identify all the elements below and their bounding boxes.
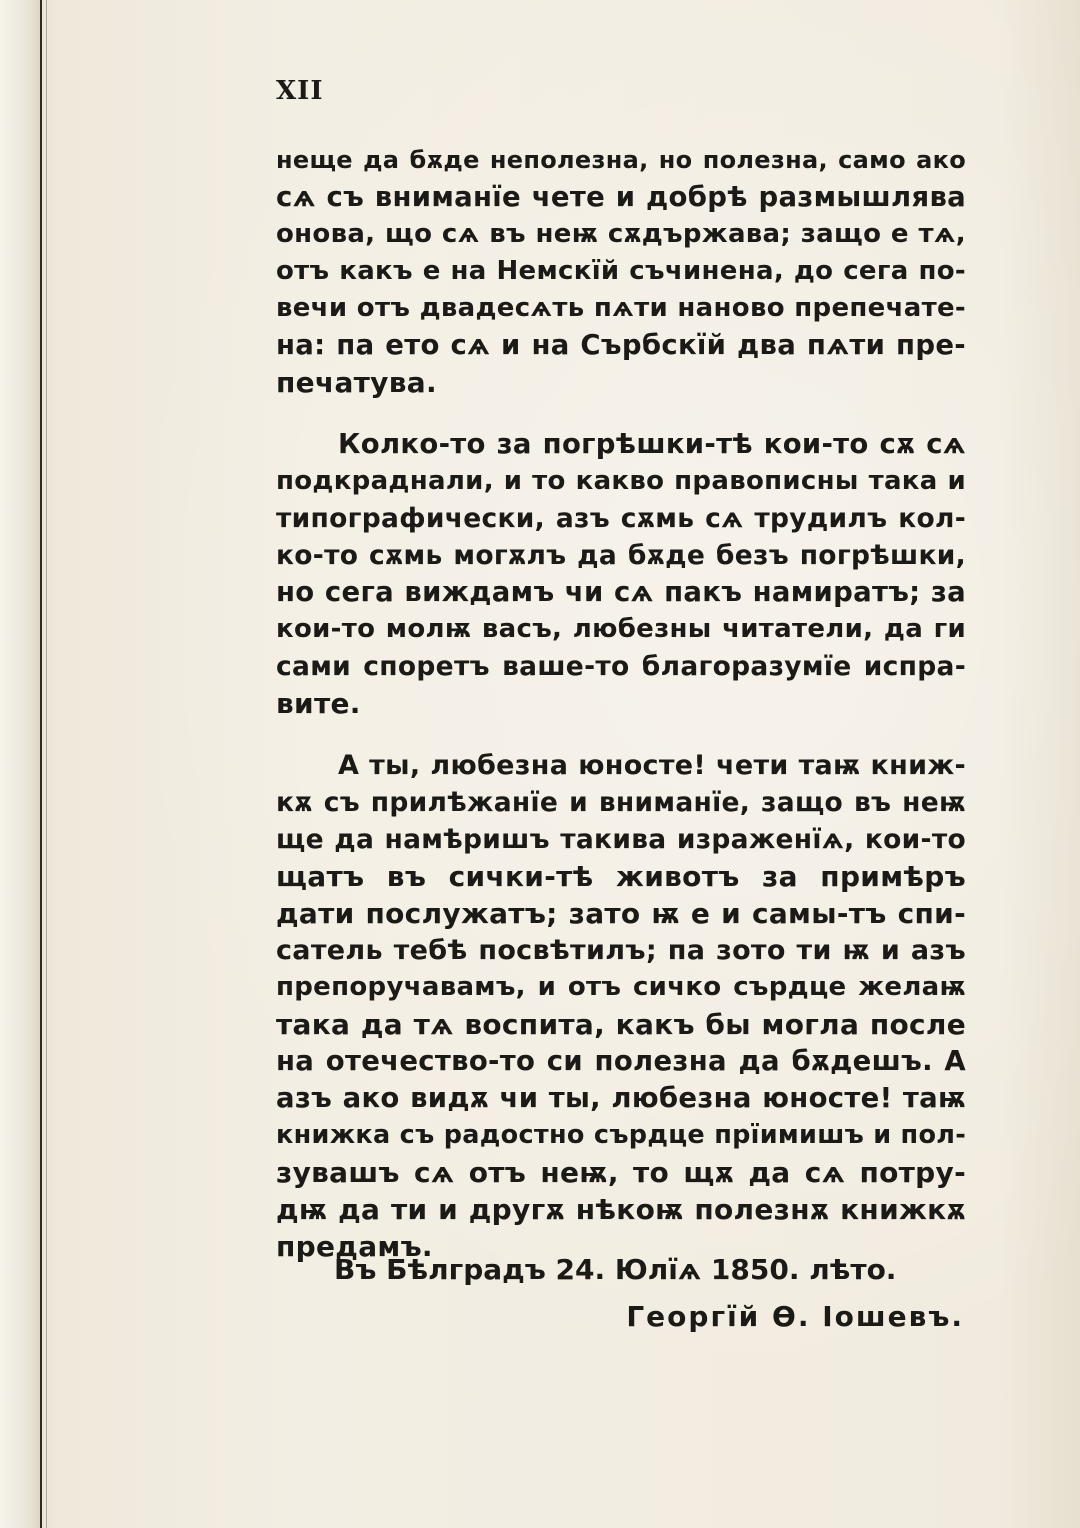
text-line: дѭ да ти и другѫ нѣкоѭ полезнѫ книжкѫ (276, 1193, 966, 1226)
paragraph-gap (276, 401, 966, 426)
binding-edge (0, 0, 40, 1528)
text-line: типографически, азъ сѫмь сѧ трудилъ кол- (276, 503, 966, 534)
text-line: вечи отъ двадесѧть пѧти наново препечате- (276, 293, 966, 323)
text-line: А ты, любезна юносте! чети таѭ книж- (338, 750, 966, 781)
binding-line (40, 0, 42, 1528)
text-line: книжка съ радостно сърдце прїимишъ и пол- (276, 1120, 967, 1150)
text-line: азъ ако видѫ чи ты, любезна юносте! таѭ (276, 1082, 966, 1114)
text-line: препоручавамъ, и отъ сичко сърдце желаѭ (276, 972, 966, 1002)
text-line: така да тѧ воспита, какъ бы могла после (276, 1008, 966, 1041)
text-line: но сега виждамъ чи сѧ пакъ намиратъ; за (276, 576, 966, 608)
text-line: ко-то сѫмь могѫлъ да бѫде безъ погрѣшки, (276, 540, 966, 571)
text-line: на: па ето сѧ и на Сърбскїй два пѧти пре- (276, 329, 966, 361)
text-line: вите. (276, 687, 361, 720)
body-text (276, 142, 966, 1265)
paragraph-gap (276, 722, 966, 747)
text-line: зувашъ сѧ отъ неѭ, то щѫ да сѧ потру- (276, 1156, 966, 1189)
text-line: печатува. (276, 366, 437, 399)
text-line: подкраднали, и то какво правописны така и (276, 466, 966, 496)
paragraph-1 (276, 142, 966, 401)
text-line: отъ какъ е на Немскїй съчинена, до сега по- (276, 256, 966, 286)
text-line: Колко-то за погрѣшки-тѣ кои-то сѫ сѧ (338, 428, 966, 460)
text-line: на отечество-то си полезна да бѫдешъ. А (276, 1045, 966, 1077)
text-line: кои-то молѭ васъ, любезны читатели, да ги (276, 614, 966, 644)
paragraph-3 (276, 747, 966, 1265)
text-line: кѫ съ прилѣжанїе и вниманїе, защо въ неѭ (276, 787, 966, 818)
text-line: щатъ въ сички-тѣ животъ за примѣръ (276, 860, 966, 893)
text-line: предамъ. (276, 1230, 433, 1263)
text-line: онова, що сѧ въ неѭ сѫдържава; защо е тѧ, (276, 219, 966, 249)
paragraph-2 (276, 426, 966, 722)
text-line: сатель тебѣ посвѣтилъ; па зото ти ѭ и азъ (276, 935, 966, 966)
author-signature: Георгїй Ѳ. Іошевъ. (626, 1300, 964, 1333)
page-number: XII (276, 76, 324, 106)
text-line: сѧ съ вниманїе чете и добрѣ размышлява (276, 181, 966, 213)
dateline: Въ Бѣлградъ 24. Юлїѧ 1850. лѣто. (334, 1253, 897, 1286)
text-line: ще да намѣришъ такива израженїѧ, кои-то (276, 824, 966, 855)
text-line: сами споретъ ваше-то благоразумїе испра- (276, 651, 966, 682)
text-line: дати послужатъ; зато ѭ е и самы-тъ спи- (276, 897, 966, 930)
text-line: неще да бѫде неполезна, но полезна, само ако (276, 146, 966, 174)
binding-shadow-line (46, 0, 47, 1528)
